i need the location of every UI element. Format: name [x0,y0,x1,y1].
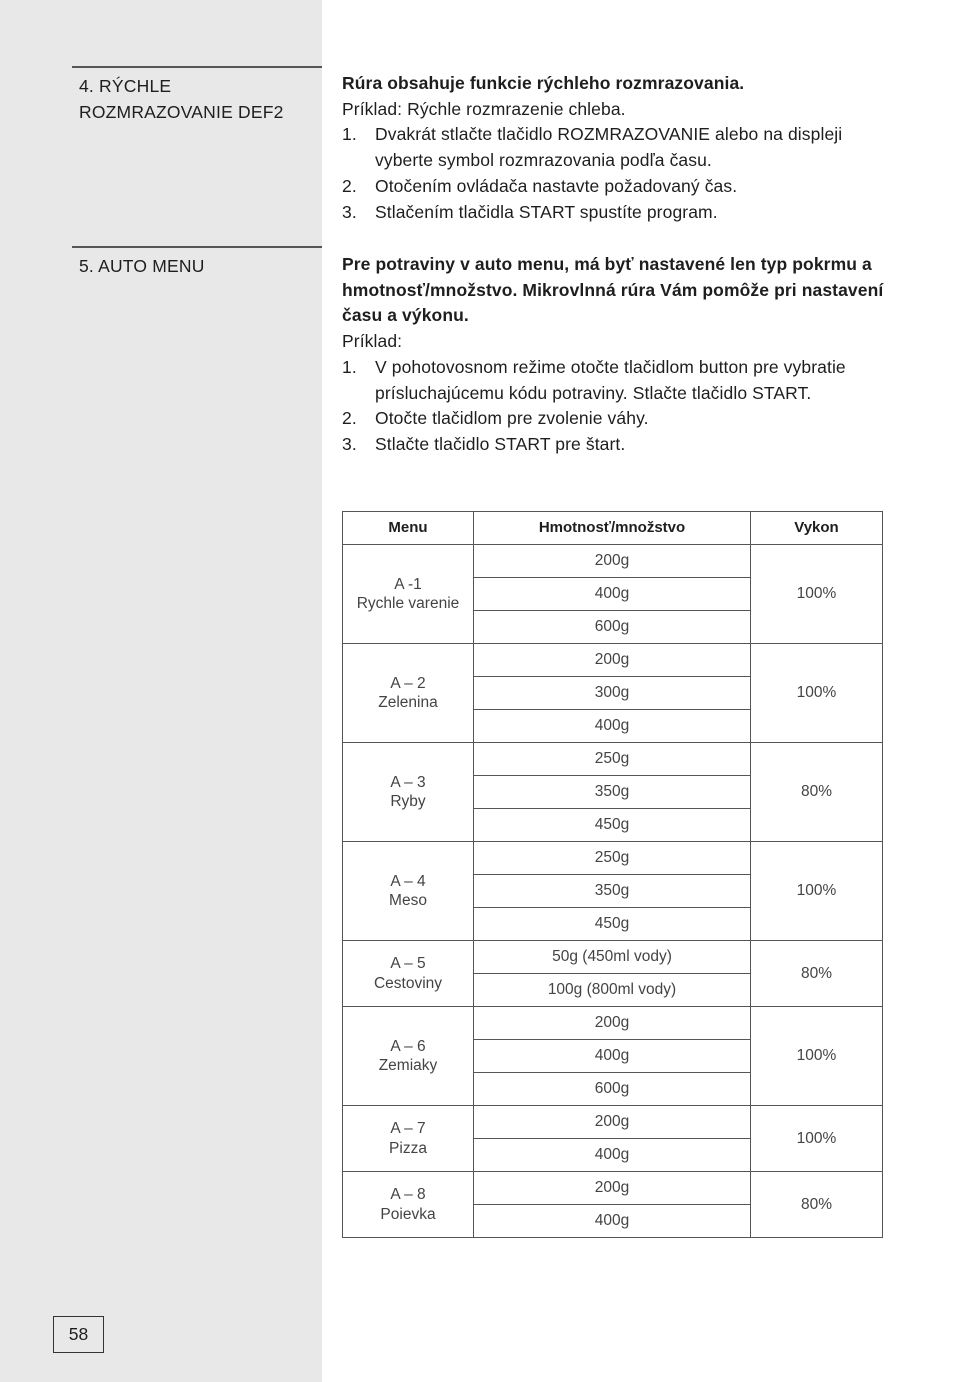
menu-name: Rychle varenie [356,595,460,612]
menu-cell [343,743,474,842]
sidebar-panel [0,0,322,1382]
section-5-heading-text: 5. AUTO MENU [79,256,205,276]
menu-cell [343,644,474,743]
menu-cell [343,842,474,941]
menu-code: A – 5 [390,955,426,972]
menu-name: Zemiaky [378,1057,438,1074]
header-weight: Hmotnosť/množstvo [474,512,751,545]
weight-cell: 100g (800ml vody) [474,974,751,1007]
section-5-body [342,252,887,458]
menu-cell [343,1106,474,1172]
menu-code: A – 6 [390,1037,426,1055]
weight-cell: 400g [474,1040,751,1073]
menu-name: Cestoviny [373,974,443,992]
header-menu: Menu [343,512,474,545]
table-row [343,1106,883,1139]
header-power: Vykon [751,512,883,545]
weight-cell: 200g [474,1106,751,1139]
menu-code: A – 7 [390,1120,426,1137]
weight-cell: 600g [474,1073,751,1106]
weight-cell: 50g (450ml vody) [474,941,751,974]
section-4-heading-line2: ROZMRAZOVANIE DEF2 [79,101,284,122]
weight-cell: 200g [474,644,751,677]
section-4-intro: Rúra obsahuje funkcie rýchleho rozmrazovania. [342,73,745,93]
weight-cell: 200g [474,1007,751,1040]
weight-cell: 350g [474,776,751,809]
weight-cell: 400g [474,710,751,743]
list-item: 1. Dvakrát stlačte tlačidlo ROZMRAZOVANIE alebo na displeji vyberte symbol rozmrazovania podľa času. [342,124,843,171]
menu-cell [343,1172,474,1238]
table-row [343,545,883,578]
auto-menu-table [342,511,883,1238]
table-header-row [343,512,883,545]
list-item: 2. Otočte tlačidlom pre zvolenie váhy. [342,408,649,429]
page-number: 58 [53,1316,104,1353]
power-cell: 80% [751,1172,883,1238]
table-row [343,1007,883,1040]
menu-cell [343,1007,474,1106]
weight-cell: 250g [474,842,751,875]
weight-cell: 600g [474,611,751,644]
section-5-steps [342,355,887,458]
weight-cell: 450g [474,809,751,842]
power-cell: 80% [751,743,883,842]
menu-cell [343,545,474,644]
weight-cell: 200g [474,1172,751,1205]
weight-cell: 300g [474,677,751,710]
list-item: 3. Stlačením tlačidla START spustíte program. [342,201,718,222]
list-item: 3. Stlačte tlačidlo START pre štart. [342,433,626,454]
section-4-steps [342,122,887,225]
section-4-heading-line1: 4. RÝCHLE [79,76,172,96]
weight-cell: 400g [474,578,751,611]
power-cell: 100% [751,545,883,644]
menu-name: Poievka [380,1205,436,1223]
list-item: 2. Otočením ovládača nastavte požadovaný čas. [342,175,738,196]
power-cell: 100% [751,1007,883,1106]
menu-code: A – 8 [390,1186,426,1203]
weight-cell: 400g [474,1139,751,1172]
table-row [343,644,883,677]
menu-name: Pizza [389,1139,427,1157]
menu-name: Meso [389,892,427,909]
table-row [343,1172,883,1205]
menu-code: A – 3 [390,773,426,791]
list-item: 1. V pohotovosnom režime otočte tlačidlom button pre vybratie prísluchajúcemu kódu potraviny. Stlačte tlačidlo START. [342,356,846,403]
section-5-example: Príklad: [342,331,403,352]
menu-code: A -1 [394,575,422,593]
menu-cell [343,941,474,1007]
weight-cell: 400g [474,1205,751,1238]
power-cell: 80% [751,941,883,1007]
power-cell: 100% [751,842,883,941]
weight-cell: 250g [474,743,751,776]
table-row [343,743,883,776]
menu-name: Zelenina [378,694,438,711]
weight-cell: 200g [474,545,751,578]
menu-name: Ryby [390,793,426,810]
section-4-example: Príklad: Rýchle rozmrazenie chleba. [342,98,626,119]
weight-cell: 450g [474,908,751,941]
section-4-heading [72,66,322,125]
table-row [343,941,883,974]
weight-cell: 350g [474,875,751,908]
menu-code: A – 2 [390,674,426,692]
section-5-intro: Pre potraviny v auto menu, má byť nastavené len typ pokrmu a hmotnosť/množstvo. Mikrovlnná rúra Vám pomôže pri nastavení času a výkonu. [342,254,884,326]
section-4-body [342,71,887,225]
table-row [343,842,883,875]
power-cell: 100% [751,1106,883,1172]
section-5-heading [72,246,322,280]
menu-code: A – 4 [390,872,426,890]
power-cell: 100% [751,644,883,743]
